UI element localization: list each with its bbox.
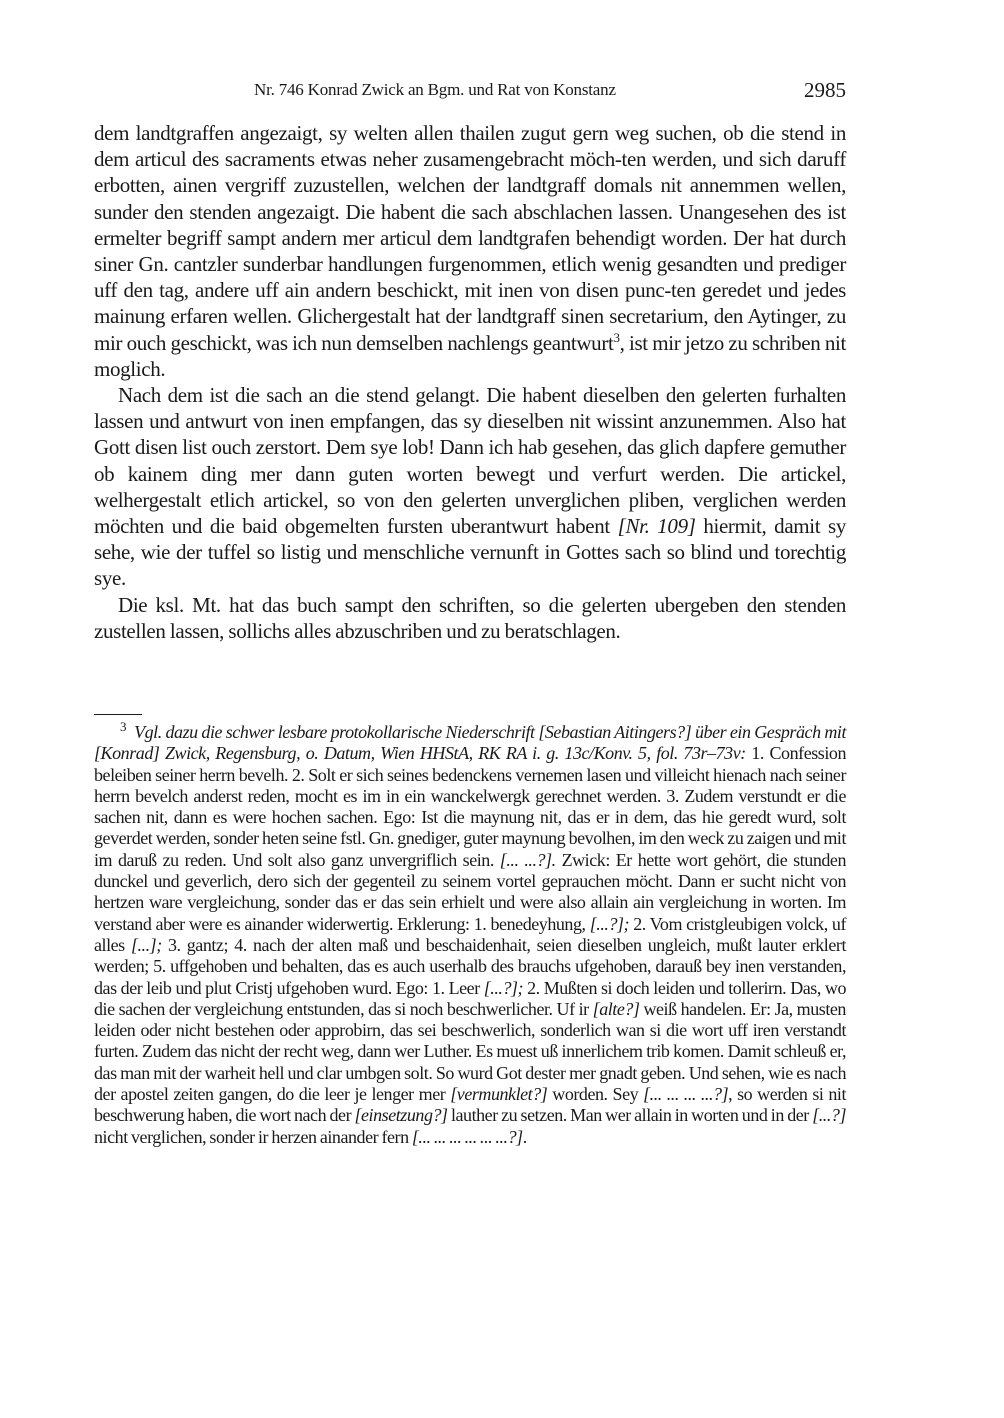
editorial-insertion: Vgl. dazu die schwer lesbare protokollarische Niederschrift [Sebastian Aitingers?] über ein Gespräch mit [Konrad] Zwick, Regensburg, o. Datum, Wien HHStA, RK RA i. g. 13c/Konv. 5, fol. 73r–73v: xyxy=(94,722,846,764)
footnote: $^3$ Vgl. dazu die schwer lesbare protokollarische Niederschrift [Sebastian Aitingers?] über ein Gespräch mit [Konrad] Zwick, Regensburg, o. Datum, Wien HHStA, RK RA i. g. 13c/Konv. 5, fol. 73r–73v: 1. Confession beleiben seiner herrn bevelh. 2. Solt er sich seines bedenckens vernemen lasen und villeicht hienach nach seiner herrn bevelch anderst reden, mocht es im in ein wanckelwergk gerechnet werden. 3. Zudem verstundt er die sachen nit, dann es were hochen sachen. Ego: Ist die maynung nit, das er in dem, das hie geredt wurd, solt geverdet werden, sonder heten seine fstl. Gn. gnediger, guter maynung bevolhen, im den weck zu zaigen und mit im daruß zu reden. Und solt also ganz unvergriflich sein. [... ...?]. Zwick: Er hette wort gehört, die stunden dunckel und geverlich, dero sich der gegenteil zu seinem vortel geprauchen möcht. Dann er sucht nicht von hertzen ware vergleichung, sonder das er das sein erhielt und were also allain ain vergleichung in worten. Im verstand aber were es ainander widerwertig. Erklerung: 1. benedeyhung, [...?]; 2. Vom cristgleubigen volck, uf alles [...]; 3. gantz; 4. nach der alten maß und beschaidenhait, seien dieselben ungleich, mußt lauter erklert werden; 5. uffgehoben und behalten, das es auch userhalb des brauchs ufgehoben, darauß bey inen verstanden, das der leib und plut Cristj ufgehoben wurd. Ego: 1. Leer [...?]; 2. Mußten si doch leiden und tollerirn. Das, wo die sachen der vergleichung entstunden, das si noch beschwerlicher. Uf ir [alte?] weiß handelen. Er: Ja, musten leiden oder nicht bestehen oder approbirn, das sei beschwerlich, sonderlich wan si die wort uff iren verstandt furten. Zudem das nicht der recht weg, dann wer Luther. Es muest uß innerlichem trib komen. Damit schleuß er, das man mit der warheit hell und clar umbgen solt. So wurd Got dester mer gnadt geben. Und sehen, wie es nach der apostel zeiten gangen, do die leer je lenger mer [vermunklet?] worden. Sey [... ... ... ...?], so werden si nit beschwerung haben, die wort nach der [einsetzung?] lauther zu setzen. Man wer allain in worten und in der [...?] nicht verglichen, sonder ir herzen ainander fern [... ... ... ... ... ...?]. xyxy=(94,719,847,1147)
footnote-separator xyxy=(94,714,142,715)
page-number: 2985 xyxy=(804,78,846,102)
editorial-insertion: [vermunklet?] xyxy=(450,1084,548,1105)
editorial-insertion: [... ...?]. xyxy=(499,849,556,870)
paragraph: Die ksl. Mt. hat das buch sampt den schriften, so die gelerten ubergeben den stenden zustellen lassen, sollichs alles abzuschriben und zu beratschlagen. xyxy=(94,592,846,643)
page-header xyxy=(94,80,846,106)
footnote-reference[interactable]: 3 xyxy=(613,329,620,345)
editorial-insertion: [einsetzung?] xyxy=(354,1105,448,1126)
editorial-insertion: [... ... ... ...?] xyxy=(643,1084,729,1105)
paragraph: Nach dem ist die sach an die stend gelangt. Die habent dieselben den gelerten furhalten lassen und antwurt von inen empfangen, das sy dieselben nit wissint anzunemmen. Also hat Gott disen list ouch zerstort. Dem sye lob! Dann ich hab gesehen, das glich dapfere gemuther ob kainem ding mer dann guten worten bewegt und verfurt werden. Die artickel, welhergestalt etlich artickel, so von den gelerten unverglichen pliben, verglichen werden möchten und die baid obgemelten fursten uberantwurt habent [Nr. 109] hiermit, damit sy sehe, wie der tuffel so listig und menschliche vernunft in Gottes sach so blind und torechtig sye. xyxy=(94,383,846,591)
footnotes xyxy=(94,719,847,1148)
editorial-insertion: [...]; xyxy=(130,934,162,955)
main-text xyxy=(94,120,846,644)
footnote-number: 3 xyxy=(120,719,127,734)
editorial-insertion: [...?]; xyxy=(483,977,524,998)
editorial-insertion: [Nr. 109] xyxy=(617,514,696,539)
paragraph: dem landtgraffen angezaigt, sy welten allen thailen zugut gern weg suchen, ob die stend in dem articul des sacraments etwas neher zusamengebracht möch-ten werden, und sich daruff erbotten, ainen vergriff zuzustellen, welchen der landtgraff domals nit annemmen wellen, sunder den stenden angezaigt. Die habent die sach abschlachen lassen. Unangesehen des ist ermelter begriff sampt andern mer articul dem landtgrafen behendigt worden. Der hat durch siner Gn. cantzler sunderbar handlungen furgenommen, etlich wenig gesandten und prediger uff den tag, andere uff ain andern beschickt, mit inen von disen punc-ten geredet und jedes mainung erfaren wellen. Glichergestalt hat der landtgraff sinen secretarium, den Aytinger, zu mir ouch geschickt, was ich nun demselben nachlengs geantwurt$^3$, ist mir jetzo zu schriben nit moglich. xyxy=(94,121,846,381)
editorial-insertion: [...?] xyxy=(812,1105,846,1126)
editorial-insertion: [...?]; xyxy=(589,913,630,934)
editorial-insertion: [alte?] xyxy=(592,998,640,1019)
running-title: Nr. 746 Konrad Zwick an Bgm. und Rat von Konstanz xyxy=(254,80,616,99)
editorial-insertion: [... ... ... ... ... ...?] xyxy=(411,1126,523,1147)
